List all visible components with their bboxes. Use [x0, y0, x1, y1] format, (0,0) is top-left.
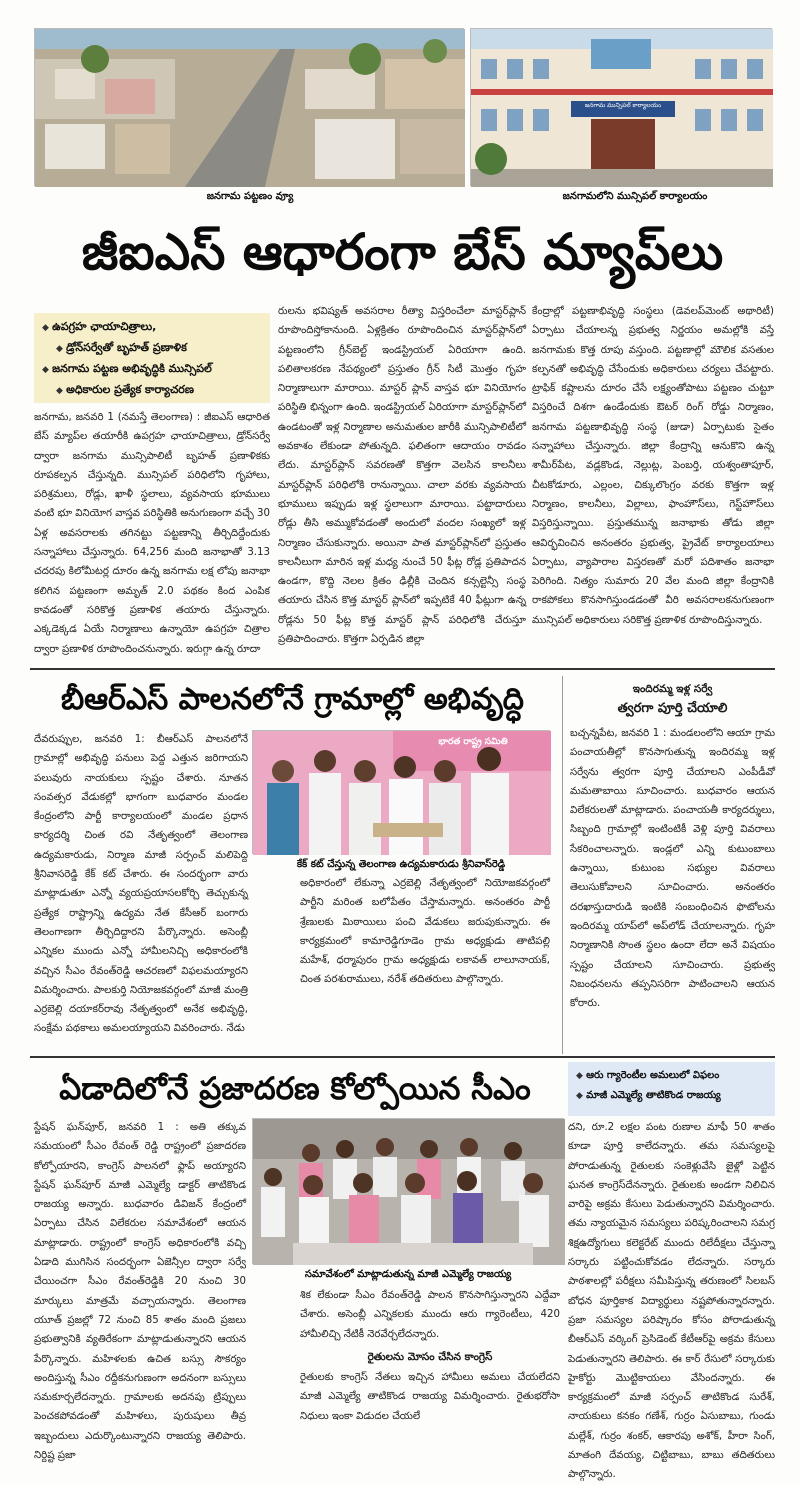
- story3-bullet-box: [568, 1062, 775, 1116]
- story3-col2: శిక లేకుండా సీఎం రేవంత్‌రెడ్డి పాలన కొనసాగిస్తున్నారని ఎద్దేవా చేశారు. అసెంబ్లీ ఎన్నికలకు ముందు ఆరు గ్యారెంటీలు, 420 హామీలిచ్చి నేటికీ నెరవేర్చలేదన్నారు.: [300, 1290, 560, 1340]
- story1-col2: రులను భవిష్యత్ అవసరాల రీత్యా విస్తరించేలా మాస్టర్‌ప్లాన్ రూపొందిస్తోకానుంది. ఏళ్లక్రితం రూపొందించిన మాస్టర్‌ప్లాన్‌లో పట్టణంలోని గ్రీన్‌బెల్ట్ ఇండస్ట్రియల్ ఏరియాగా ఉంది. పలితాలకరణ నేపథ్యంలో ప్రస్తుతం గ్రీన్ సిటీ మొత్తం గృహ నిర్మాణాలుగా మారాయి. మాస్టర్ ప్లాన్ వాస్తవ భూ వినియోగం పరిస్థితి భిన్నంగా ఉంది. ఇండస్ట్రియల్ ఏరియాగా మాస్టర్‌ప్లాన్‌లో ఉండటంతో ఇళ్ల నిర్మాణాల అనుమతుల జారీకి మున్సిపాలిటీలో అవకాశం లేకుండా పోతున్నది. ఫలితంగా ఆదాయం రావడం లేదు. మాస్టర్‌ప్లాన్ సవరణతో కొత్తగా వెలసిన కాలనీలు మాస్టర్‌ప్లాన్ పరిధిలోకి రానున్నాయి. చాలా వరకు వ్యవసాయ భూములు ఇప్పుడు ఇళ్ల స్థలాలుగా మారాయి. పట్టాదారులు రోడ్లు తీసి అమ్ముకోవడంతో అందులో వందల సంఖ్యలో ఇళ్ల నిర్మాణం చేసుకున్నారు. అయినా పాత మాస్టర్‌ప్లాన్‌లో ప్రస్తుతం కాలనీలుగా మారిన ఇళ్ల మధ్య నుంచే 50 ఫీట్ల రోడ్ల ప్రతిపాదన ఉండగా, కొద్ది నెలల క్రితం ఢిల్లీకి చెందిన కన్సల్టెన్సీ సంస్థ తయారు చేసిన కొత్త మాస్టర్ ప్లాన్‌లో ఇప్పటికే 40 ఫీట్లుగా ఉన్న రోడ్లను 50 ఫీట్ల కొత్త మాస్టర్ ప్లాన్ పరిధిలోకి చేరుస్తూ ప్రతిపాదించారు. కొత్తగా ఏర్పడిన జిల్లా: [278, 306, 526, 646]
- sidebar-divider: [562, 676, 563, 1054]
- municipal-office-caption: జనగామలోని మున్సిపల్ కార్యాలయం: [562, 191, 708, 202]
- story3-col3: దని, రూ.2 లక్షల పంట రుణాల మాఫీ 50 శాతం కూడా పూర్తి కాలేదన్నారు. తమ సమస్యలపై పోరాడుతున్న రైతులకు సంకెళ్లువేసి జైళ్లో పెట్టిన ఘనత కాంగ్రెస్‌దేనన్నారు. రైతులకు అండగా నిలిచిన వారిపై అక్రమ కేసులు పెడుతున్నారని విమర్శించారు. తమ న్యాయమైన సమస్యలు పరిష్కరించాలని సమగ్ర శిక్షఉద్యోగులు కలెక్టరేట్ ముందు రిలేదీక్షలు చేస్తున్నా సర్కారు పట్టించుకోవడం లేదన్నారు. సర్కారు పాఠశాలల్లో పరీక్షలు సమీపిస్తున్న తరుణంలో సిలబస్ బోధన పూర్తికాక విద్యార్థులు నష్టపోతున్నారన్నారు. ప్రజా సమస్యల పరిష్కారం కోసం పోరాడుతున్న బీఆర్ఎస్ వర్కింగ్ ప్రెసిడెంట్ కేటీఆర్‌పై అక్రమ కేసులు పెడుతున్నారని తెలిపారు. ఈ కార్ రేసులో సర్కారుకు హైకోర్టు మొట్టికాయలు వేసిందన్నారు. ఈ కార్యక్రమంలో మాజీ సర్పంచ్ తాటికొండ సురేశ్, నాయకులు కనకం గణేశ్, గుర్రం ఏసుబాబు, గుండు మల్లేశ్, గుర్రం శంకర్, ఆకారపు అశోక్, హీరా సింగ్, మాతంగి దేవయ్య, చిట్టిబాబు, బాబు తదితరులు పాల్గొన్నారు.: [568, 1122, 775, 1481]
- story1-bullet-1: ◆ ఉపగ్రహ ఛాయాచిత్రాలు,: [42, 317, 262, 338]
- story2-col1: దేవరుప్పుల, జనవరి 1: బీఆర్ఎస్ పాలనలోనే గ్రామాల్లో అభివృద్ధి పనులు పెద్ద ఎత్తున జరిగాయని పలువురు నాయకులు స్పష్టం చేశారు. నూతన సంవత్సర వేడుకల్లో భాగంగా బుధవారం మండల కేంద్రంలోని పార్టీ కార్యాలయంలో మండల ప్రధాన కార్యదర్శి చింత రవి నేతృత్వంలో తెలంగాణ ఉద్యమకారుడు, నిర్మాణ మాజీ సర్పంచ్ మలిపెద్ది శ్రీనివాసరెడ్డి కేక్ కట్ చేశారు. ఈ సందర్భంగా వారు మాట్లాడుతూ ఎన్నో వ్యయప్రయాసలకోర్చి తెచ్చుకున్న ప్రత్యేక రాష్ట్రాన్ని ఉద్యమ నేత కేసీఆర్ బంగారు తెలంగాణగా తీర్చిదిద్దారని పేర్కొన్నారు. అసెంబ్లీ ఎన్నికల ముందు ఎన్నో హామీలనిచ్చి అధికారంలోకి వచ్చిన సీఎం రేవంత్‌రెడ్డి ఆచరణలో విఫలమయ్యారని విమర్శించారు. పాలకుర్తి నియోజకవర్గంలో మాజీ మంత్రి ఎర్రబెల్లి దయాకర్‌రావు నేతృత్వంలో అనేక అభివృద్ధి, సంక్షేమ పథకాలు అమలయ్యాయని వివరించారు. నేడు: [34, 734, 248, 1035]
- story1-divider: [30, 668, 775, 670]
- story1-col1: జనగామ, జనవరి 1 (నమస్తే తెలంగాణ) : జీఐఎస్ ఆధారిత బేస్ మ్యాప్‌ల తయారీకి ఉపగ్రహ ఛాయాచిత్రాలు, డ్రోన్‌సర్వే ద్వారా జనగామ మున్సిపాలిటీ బృహత్ ప్రణాళికకు రూపకల్పన చేస్తున్నది. మున్సిపల్ పరిధిలోని గృహాలు, పరిశ్రమలు, రోడ్లు, ఖాళీ స్థలాలు, వ్యవసాయ భూములు వంటి భూ వినియోగ వాస్తవ పరిస్థితికి అనుగుణంగా వచ్చే 30 ఏళ్ల అవసరాలకు తగినట్టు పట్టణాన్ని తీర్చిదిద్దేందుకు సన్నాహాలు చేస్తున్నారు. 64,256 మంది జనాభాతో 3.13 చదరపు కిలోమీటర్ల దూరం ఉన్న జనగామ లక్ష లోపు జనాభా కలిగిన పట్టణంగా అమృత్ 2.0 పథకం కింద ఎంపిక కావడంతో సరికొత్త ప్రణాళిక తయారు చేస్తున్నారు. ఎక్కడెక్కడ ఏయే నిర్మాణాలు ఉన్నాయో ఉపగ్రహ చిత్రాల ద్వారా ప్రణాళిక రూపొందించనున్నారు. ఇరుగ్గా ఉన్న రూదా: [34, 412, 270, 655]
- sidebar-title-2: త్వరగా పూర్తి చేయాలి: [617, 701, 728, 716]
- story1-bullet-box: [34, 313, 270, 403]
- story2-headline: బీఆర్ఎస్ పాలనలోనే గ్రామాల్లో అభివృద్ధి: [60, 682, 524, 717]
- story3-subhead: రైతులను మోసం చేసిన కాంగ్రెస్: [367, 1351, 493, 1363]
- press-meet-photo: [252, 1118, 564, 1264]
- story3-headline: ఏడాదిలోనే ప్రజాదరణ కోల్పోయిన సీఎం: [59, 1071, 531, 1107]
- story3-col2b: రైతులకు కాంగ్రెస్ నేతలు ఇచ్చిన హామీలు అమలు చేయలేదని మాజీ ఎమ్మెల్యే తాటికొండ రాజయ్య విమర్శించారు. రైతుభరోసా నిధులు ఇంకా విడుదల చేయలే: [300, 1372, 560, 1422]
- story3-bullet-2: ◆ మాజీ ఎమ్మెల్యే తాటికొండ రాజయ్య: [576, 1086, 767, 1106]
- town-view-photo: [34, 28, 464, 186]
- story1-bullet-2: ◆ డ్రోన్‌సర్వేతో బృహత్ ప్రణాళిక: [42, 338, 262, 359]
- municipal-office-photo: [470, 28, 772, 186]
- story3-bullet-1: ◆ ఆరు గ్యారెంటీల అమలులో విఫలం: [576, 1066, 767, 1086]
- story1-col3: కేంద్రాల్లో పట్టణాభివృద్ధి సంస్థలు (డెవలప్‌మెంట్ అథారిటీ) ఏర్పాటు చేయాలన్న ప్రభుత్వ నిర్ణయం అమల్లోకి వస్తే జనగామకు కొత్త రూపు వస్తుంది. పట్టణాల్లో మౌలిక వసతుల కల్పనతో అభివృద్ధి చేసేందుకు అధికారులు చర్యలు చేపట్టారు. ట్రాఫిక్ కష్టాలను దూరం చేసే లక్ష్యంతోపాటు పట్టణం చుట్టూ విస్తరించే దిశగా ఉండేందుకు ఔటర్ రింగ్ రోడ్డు నిర్మాణం, జనగామ పట్టణాభివృద్ధి సంస్థ (జుడా) ఏర్పాటుకు సైతం సన్నాహాలు చేస్తున్నారు. జిల్లా కేంద్రాన్ని ఆనుకొని ఉన్న శామీర్‌పేట, వడ్లకొండ, నెల్లుట్ల, పెంబర్తి, యశ్వంతాపూర్, చీటకోడూరు, ఎల్లంల, చిక్కులొంగ్రం వరకు కొత్తగా ఇళ్ల నిర్మాణం, కాలనీలు, విల్లాలు, ఫాంహౌస్‌లు, గెస్ట్‌హౌస్‌లు విస్తరిస్తున్నాయి. ప్రస్తుతమున్న జనాభాకు తోడు జిల్లా ఆవిర్భవించిన అనంతరం ప్రభుత్వ, ప్రైవేట్ కార్యాలయాలు ఏర్పాటు, వ్యాపారాల విస్తరణతో మరో పదిశాతం జనాభా పెరిగింది. నిత్యం సుమారు 20 వేల మంది జిల్లా కేంద్రానికి రాకపోకలు కొనసాగిస్తుండడంతో వీరి అవసరాలకనుగుణంగా మున్సిపల్ అధికారులు సరికొత్త ప్రణాళిక రూపొందిస్తున్నారు.: [532, 306, 774, 626]
- sidebar-title-1: ఇందిరమ్మ ఇళ్ల సర్వే: [632, 683, 713, 695]
- story1-headline: జీఐఎస్ ఆధారంగా బేస్ మ్యాప్‌లు: [81, 223, 724, 281]
- press-meet-image: [253, 1119, 565, 1265]
- town-view-caption: జనగామ పట్టణం వ్యూ: [206, 191, 294, 202]
- town-view-image: [35, 29, 465, 187]
- cake-photo-banner: భారత రాష్ట్ర సమితి: [438, 737, 508, 747]
- office-sign: జనగామ మున్సిపల్ కార్యాలయం: [584, 102, 662, 109]
- story2-col2: అధికారంలో లేకున్నా ఎర్రబెల్లి నేతృత్వంలో నియోజకవర్గంలో పార్టీని మరింత బలోపేతం చేస్తామన్నారు. అనంతరం పార్టీ శ్రేణులకు మిఠాయిలు పంచి వేడుకలు జరుపుకున్నారు. ఈ కార్యక్రమంలో కామారెడ్డిగూడెం గ్రామ అధ్యక్షుడు తాటిపల్లి మహేశ్, ధర్మాపురం గ్రామ అధ్యక్షుడు లకావత్ లాలూనాయక్, చింత పరశురాములు, నరేశ్ తదితరులు పాల్గొన్నారు.: [300, 878, 550, 986]
- story1-bullet-3: ◆ జనగామ పట్టణ అభివృద్ధికి మున్సిపల్: [42, 359, 262, 380]
- story1-bullet-4: ◆ అధికారుల ప్రత్యేక కార్యాచరణ: [42, 380, 262, 401]
- story2-divider: [30, 1056, 775, 1058]
- sidebar-body: బచ్చన్నపేట, జనవరి 1 : మండలంలోని ఆయా గ్రామ పంచాయతీల్లో కొనసాగుతున్న ఇందిరమ్మ ఇళ్ల సర్వేను త్వరగా పూర్తి చేయాలని ఎంపీడీవో మమతాబాయి సూచించారు. బుధవారం ఆయన విలేకరులతో మాట్లాడారు. పంచాయతీ కార్యదర్శులు, సిబ్బంది గ్రామాల్లో ఇంటింటికీ వెళ్లి పూర్తి వివరాలు సేకరించాలన్నారు. ఇండ్లలో ఎన్ని కుటుంబాలు ఉన్నాయి, కుటుంబ సభ్యుల వివరాలు తెలుసుకోవాలని సూచించారు. అనంతరం దరఖాస్తుదారుడి ఇంటికి సంబంధించిన ఫొటోలను ఇందిరమ్మ యాప్‌లో అప్‌లోడ్ చేయాలన్నారు. గృహ నిర్మాణానికి సొంత స్థలం ఉందా లేదా అనే విషయం స్పష్టం చేయాలని సూచించారు. ప్రభుత్వ నిబంధనలను తప్పనిసరిగా పాటించాలని ఆయన కోరారు.: [570, 728, 775, 1010]
- cake-photo-caption: కేక్ కట్ చేస్తున్న తెలంగాణ ఉద్యమకారుడు శ్రీనివాస్‌రెడ్డి: [296, 859, 506, 870]
- cake-cutting-photo: [252, 730, 550, 854]
- cake-cutting-image: [253, 731, 551, 855]
- sidebar-box: [570, 676, 775, 1054]
- press-meet-caption: సమావేశంలో మాట్లాడుతున్న మాజీ ఎమ్మెల్యే రాజయ్య: [304, 1269, 512, 1280]
- story3-col1: స్టేషన్ ఘన్‌పూర్, జనవరి 1 : అతి తక్కువ సమయంలో సీఎం రేవంత్ రెడ్డి రాష్ట్రంలో ప్రజాదరణ కోల్పోయారని, కాంగ్రెస్ పాలనలో ఫ్లాప్ అయ్యారని స్టేషన్ ఘన్‌పూర్ మాజీ ఎమ్మెల్యే డాక్టర్ తాటికొండ రాజయ్య అన్నారు. బుధవారం డివిజన్ కేంద్రంలో ఏర్పాటు చేసిన విలేకరుల సమావేశంలో ఆయన మాట్లాడారు. రాష్ట్రంలో కాంగ్రెస్ అధికారంలోకి వచ్చి ఏడాది ముగిసిన సందర్భంగా ఏజెన్సీల ద్వారా సర్వే చేయించగా సీఎం రేవంత్‌రెడ్డికి 20 నుంచి 30 మార్కులు మాత్రమే వచ్చాయన్నారు. తెలంగాణ యూత్ ప్రజల్లో 72 నుంచి 85 శాతం మంది ప్రజలు ప్రభుత్వానికి వ్యతిరేకంగా మాట్లాడుతున్నారని ఆయన పేర్కొన్నారు. మహిళలకు ఉచిత బస్సు సౌకర్యం అందిస్తున్న సీఎం రద్దీకనుగుణంగా అదనంగా బస్సులు సమకూర్చలేదన్నారు. గ్రామాలకు అదనపు ట్రిప్పులు పెంచకపోవడంతో మహిళలు, పురుషులు తీవ్ర ఇబ్బందులు ఎదుర్కొంటున్నారని రాజయ్య తెలిపారు. నిర్దిష్ట ప్రజా: [34, 1122, 246, 1462]
